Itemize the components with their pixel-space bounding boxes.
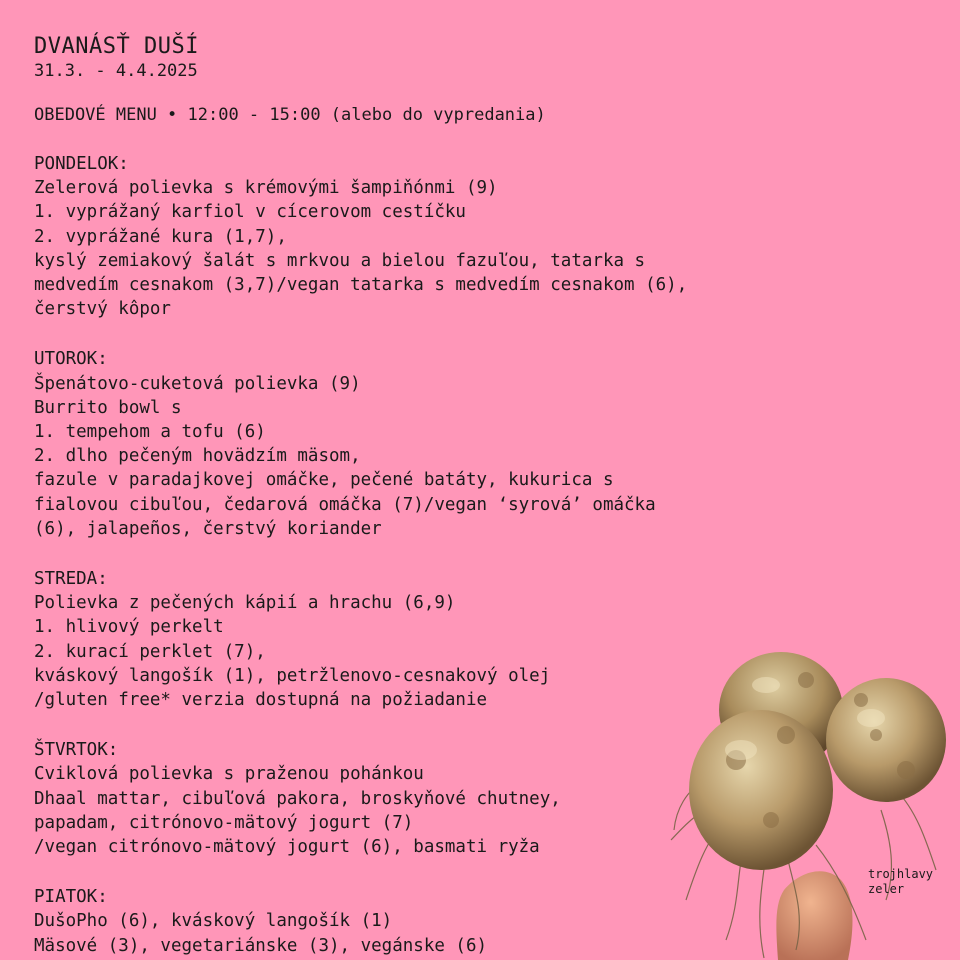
menu-line: Dhaal mattar, cibuľová pakora, broskyňové chutney, [34,788,561,809]
menu-line: 1. tempehom a tofu (6) [34,422,266,443]
day-heading: PONDELOK: [34,154,129,174]
menu-line: Mäsové (3), vegetariánske (3), vegánske (6) [34,935,488,956]
menu-line: Zelerová polievka s krémovými šampiňónmi (9) [34,178,498,199]
menu-line: kváskový langošík (1), petržlenovo-cesnakový olej [34,665,551,686]
menu-line: 1. vyprážaný karfiol v cícerovom cestíčku [34,202,466,223]
menu-line: kyslý zemiakový šalát s mrkvou a bielou fazuľou, tatarka s [34,250,646,271]
menu-line: papadam, citrónovo-mätový jogurt (7) [34,812,414,833]
menu-line: fialovou cibuľou, čedarová omáčka (7)/vegan ‘syrová’ omáčka [34,494,656,515]
menu-line: 2. kurací perklet (7), [34,641,266,662]
day-heading: STREDA: [34,569,108,590]
menu-line: Cviklová polievka s praženou pohánkou [34,764,424,785]
day-heading: ŠTVRTOK: [34,740,119,761]
menu-line: 2. vyprážané kura (1,7), [34,226,287,247]
menu-line: Polievka z pečených kápií a hrachu (6,9) [34,593,456,614]
menu-line: 2. dlho pečeným hovädzím mäsom, [34,446,361,467]
menu-line: čerstvý kôpor [34,299,171,320]
menu-line: Špenátovo-cuketová polievka (9) [34,373,361,394]
menu-line: /gluten free* verzia dostupná na požiadanie [34,690,488,711]
menu-line: medvedím cesnakom (3,7)/vegan tatarka s medvedím cesnakom (6), [34,275,688,296]
menu-line: DušoPho (6), kváskový langošík (1) [34,911,393,932]
menu-line: fazule v paradajkovej omáčke, pečené batáty, kukurica s [34,470,614,491]
menu-hours: OBEDOVÉ MENU • 12:00 - 15:00 (alebo do vypredania) [34,105,546,125]
photo-caption: trojhlavy zeler [868,867,934,896]
restaurant-title: DVANÁSŤ DUŠÍ [34,34,199,59]
celery-root-photo [666,640,960,960]
day-section [34,347,934,541]
menu-line: /vegan citrónovo-mätový jogurt (6), basmati ryža [34,837,540,858]
menu-line: Burrito bowl s [34,397,182,418]
menu-line: (6), jalapeños, čerstvý koriander [34,518,382,539]
day-heading: PIATOK: [34,887,108,908]
menu-line: 1. hlivový perkelt [34,617,224,638]
day-section [34,152,934,321]
menu-dates: 31.3. - 4.4.2025 [34,61,198,81]
day-heading: UTOROK: [34,349,108,370]
